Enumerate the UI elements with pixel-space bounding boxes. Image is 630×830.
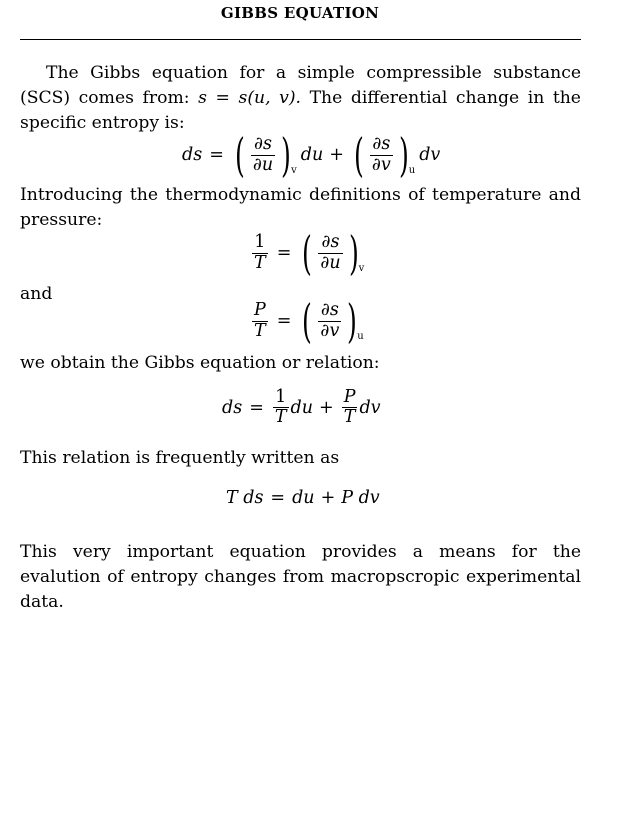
temp-lhs-fraction: $\frac{1}{T}$ [254,232,266,273]
intro-text-1: The Gibbs equation for a simple compressible substance (SCS) comes from: [20,63,581,108]
and-word: and [20,284,53,304]
temp-rhs-fraction: $\frac{\partial s}{\partial u}$ [320,232,341,273]
intro-formula: s = s(u, v). [198,88,302,108]
equation-temperature: $\frac{1}{T}$ = ( $\frac{\partial s}{\partial u}$ ) v [254,226,365,280]
eq1-term2-sub: u [408,165,416,176]
pres-lhs-fraction: $\frac{P}{T}$ [254,300,266,341]
page-title: GIBBS EQUATION [220,4,380,22]
intro-paragraph [20,61,581,136]
written-paragraph: This relation is frequently written as [20,448,340,468]
intro-text-2: The differential change in the specific entropy is: [20,88,581,133]
eq1-lhs: ds [182,145,203,165]
eq1-term2-fraction: $\frac{\partial s}{\partial v}$ [371,134,391,175]
eq1-term1-fraction: $\frac{\partial s}{\partial u}$ [252,134,274,175]
title-rule [20,39,581,40]
equation-gibbs: ds = $\frac{1}{T}$ du + $\frac{P}{T}$ dv [222,387,381,428]
definitions-paragraph: Introducing the thermodynamic definitions of temperature and pressure: [20,185,581,230]
equation-pressure: $\frac{P}{T}$ = ( $\frac{\partial s}{\partial v}$ ) u [254,294,364,348]
gibbs-frac-1: $\frac{1}{T}$ [274,387,287,428]
pres-rhs-fraction: $\frac{\partial s}{\partial v}$ [320,300,340,341]
equation-tds: T ds = du + P dv [226,488,380,508]
obtain-paragraph: we obtain the Gibbs equation or relation: [20,353,380,373]
gibbs-frac-2: $\frac{P}{T}$ [343,387,356,428]
eq1-term1-diff: du [300,145,324,165]
equation-ds-expansion: ds = ( $\frac{\partial s}{\partial u}$ ) v du + ( $\frac{\partial s}{\partial v}$ ) u dv [182,128,441,182]
final-paragraph: This very important equation provides a means for the evalution of entropy changes from macropscropic experimental data. [20,542,581,612]
eq1-term2-diff: dv [419,145,441,165]
pres-sub: u [357,331,364,342]
eq1-term1-sub: v [291,165,297,176]
temp-sub: v [358,263,365,274]
